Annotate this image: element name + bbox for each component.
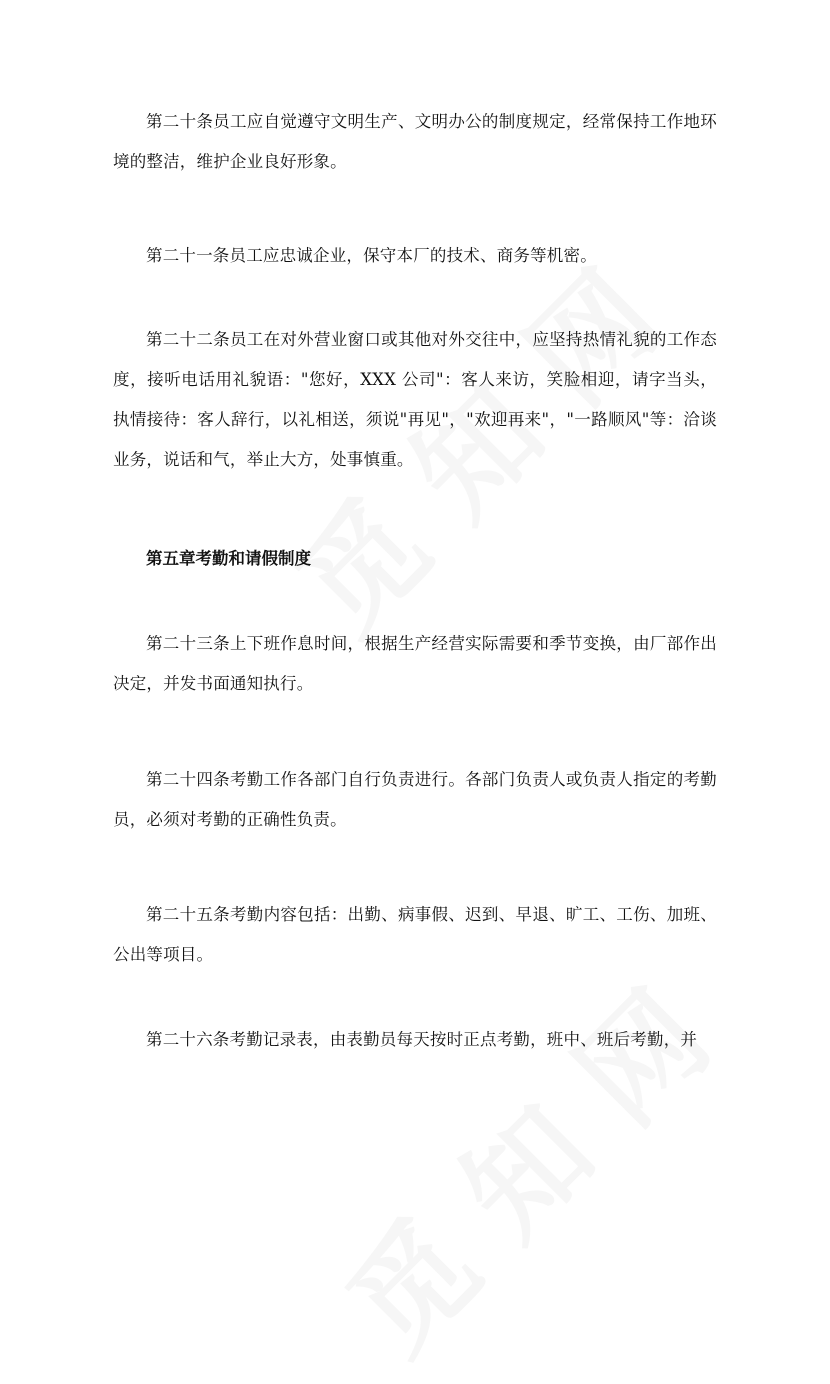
paragraph-article-24: 第二十四条考勤工作各部门自行负责进行。各部门负责人或负责人指定的考勤员，必须对考勤的正确性负责。 (113, 770, 717, 829)
paragraph-article-26: 第二十六条考勤记录表，由表勤员每天按时正点考勤，班中、班后考勤，并 (146, 1030, 698, 1049)
paragraph-article-23: 第二十三条上下班作息时间，根据生产经营实际需要和季节变换，由厂部作出决定，并发书面通知执行。 (113, 634, 717, 693)
paragraph-article-21: 第二十一条员工应忠诚企业，保守本厂的技术、商务等机密。 (146, 246, 597, 265)
paragraph-article-25: 第二十五条考勤内容包括：出勤、病事假、迟到、早退、旷工、工伤、加班、公出等项目。 (113, 905, 717, 964)
chapter-heading: 第五章考勤和请假制度 (146, 549, 311, 568)
paragraph-article-22: 第二十二条员工在对外营业窗口或其他对外交往中，应坚持热情礼貌的工作态度，接听电话用礼貌语："您好，XXX 公司"：客人来访，笑脸相迎，请字当头，执情接待：客人辞行，以礼相送，须说"再见"，"欢迎再来"，"一路顺风"等：洽谈业务，说话和气，举止大方，处事慎重。 (113, 330, 717, 469)
watermark (304, 948, 739, 1383)
paragraph-article-20: 第二十条员工应自觉遵守文明生产、文明办公的制度规定，经常保持工作地环境的整洁，维护企业良好形象。 (113, 112, 717, 171)
